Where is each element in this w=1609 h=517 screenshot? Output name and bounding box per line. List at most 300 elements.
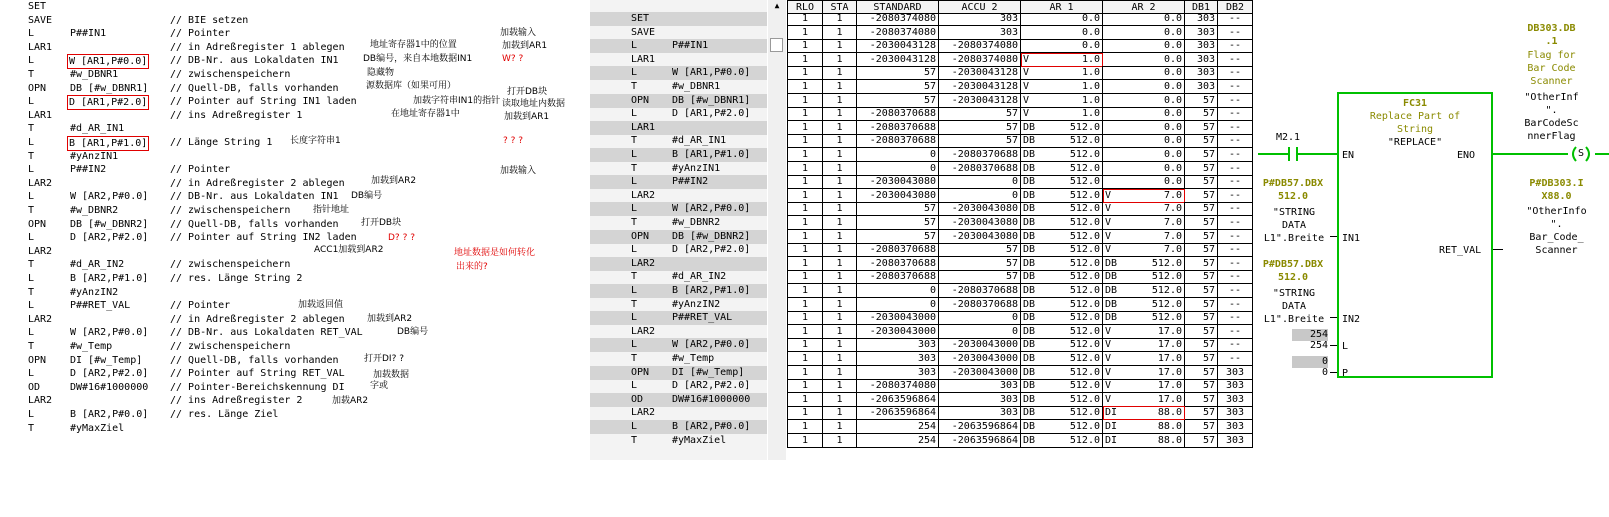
cell-value: 1: [801, 421, 809, 432]
stl-comment: // BIE setzen: [170, 14, 249, 26]
cell-value: 0.0: [1163, 81, 1182, 92]
status-code-row[interactable]: [590, 12, 767, 26]
cell-value: 303: [1225, 380, 1245, 392]
area-tag: V: [1023, 53, 1030, 65]
grid-cell: [939, 12, 1021, 26]
annotation-note: ? ? ?: [503, 136, 524, 146]
grid-cell: [939, 270, 1021, 284]
status-op: SAVE: [631, 26, 656, 38]
cell-value: 1: [836, 94, 843, 106]
grid-cell: [857, 270, 939, 284]
status-operand: B [AR1,P#1.0]: [672, 149, 751, 160]
grid-cell: [787, 121, 823, 135]
stl-op: LAR1: [28, 109, 53, 121]
grid-cell: [1185, 53, 1218, 67]
status-op: T: [631, 81, 638, 92]
cell-value: --: [1228, 244, 1242, 256]
grid-cell: [1218, 53, 1253, 67]
status-code-row[interactable]: [590, 80, 767, 94]
grid-cell: [1218, 420, 1253, 434]
grid-cell: [857, 284, 939, 298]
status-code-row[interactable]: [590, 202, 767, 216]
grid-cell: [939, 94, 1021, 108]
cell-value: 303: [1196, 81, 1215, 92]
stl-op: T: [28, 123, 35, 135]
grid-cell: [1103, 420, 1185, 434]
register-grid: [787, 0, 1255, 460]
grid-cell: [1185, 243, 1218, 257]
grid-row: [787, 366, 1253, 380]
in2-pointer[interactable]: P#DB57.DBX 512.0: [1262, 259, 1324, 283]
cell-value: -2030043080: [951, 203, 1018, 215]
cell-value: 0.0: [1081, 40, 1100, 52]
grid-cell: [823, 420, 857, 434]
status-code-row[interactable]: [590, 284, 767, 298]
grid-cell: [787, 94, 823, 108]
cell-value: 57: [1202, 244, 1215, 256]
grid-cell: [823, 80, 857, 94]
grid-cell: [1103, 12, 1185, 26]
area-tag: V: [1105, 230, 1112, 242]
cell-value: 0.0: [1081, 26, 1100, 38]
status-code-row[interactable]: [590, 162, 767, 176]
status-code-row[interactable]: [590, 243, 767, 257]
grid-cell: [857, 311, 939, 325]
stl-comment: // Pointer auf String IN2 laden: [170, 232, 357, 244]
cell-value: -2080370688: [869, 108, 936, 120]
grid-cell: [1103, 53, 1185, 67]
grid-cell: [857, 53, 939, 67]
stl-operand: P##IN2: [70, 164, 107, 176]
status-code-row[interactable]: [590, 338, 767, 352]
grid-cell: [857, 379, 939, 393]
cell-value: 57: [1202, 271, 1215, 283]
stl-op: LAR1: [28, 41, 53, 53]
grid-cell: [857, 175, 939, 189]
cell-value: 1: [801, 203, 809, 215]
scroll-up-arrow-icon[interactable]: ▲: [774, 1, 780, 10]
grid-row: [787, 338, 1253, 352]
grid-header-cell[interactable]: AR 1: [1021, 0, 1103, 14]
grid-cell: [1185, 393, 1218, 407]
grid-cell: [939, 243, 1021, 257]
area-tag: DB: [1023, 285, 1036, 296]
grid-cell: [1218, 66, 1253, 80]
grid-row: [787, 66, 1253, 80]
cell-value: 512.0: [1069, 203, 1100, 215]
stl-comment: // ins Adreßregister 2: [170, 395, 303, 407]
stl-operand: B [AR1,P#1.0]: [69, 138, 148, 149]
cell-value: -2030043128: [951, 67, 1018, 79]
cell-value: 1: [836, 203, 843, 215]
status-code-row[interactable]: [590, 148, 767, 162]
grid-cell: [823, 189, 857, 203]
grid-cell: [1185, 379, 1218, 393]
area-tag: DB: [1105, 285, 1118, 296]
area-tag: DI: [1105, 421, 1118, 432]
grid-cell: [1218, 284, 1253, 298]
cell-value: 88.0: [1157, 407, 1182, 419]
status-op: L: [631, 244, 638, 256]
grid-cell: [1185, 352, 1218, 366]
status-op: LAR2: [631, 407, 656, 419]
area-tag: DB: [1023, 244, 1036, 256]
status-code-row[interactable]: [590, 134, 767, 148]
coil-address[interactable]: DB303.DB .1: [1527, 23, 1576, 47]
grid-cell: [787, 393, 823, 407]
annotation-note: 加载输入: [500, 166, 537, 176]
area-tag: DB: [1105, 271, 1118, 283]
status-code-row[interactable]: [590, 393, 767, 407]
status-code-row[interactable]: [590, 379, 767, 393]
grid-header-cell[interactable]: DB2: [1218, 0, 1253, 14]
status-code-row[interactable]: [590, 270, 767, 284]
grid-cell: [1218, 107, 1253, 121]
cell-value: 512.0: [1069, 244, 1100, 256]
stl-comment: // Pointer: [170, 28, 231, 40]
cell-value: 1: [801, 108, 809, 120]
grid-cell: [1103, 26, 1185, 40]
cell-value: 1: [836, 230, 843, 242]
cell-value: 512.0: [1069, 393, 1100, 405]
grid-cell: [857, 434, 939, 448]
annotation-note: D? ? ?: [388, 233, 415, 243]
stl-operand: P##RET_VAL: [70, 300, 131, 312]
status-code-row[interactable]: [590, 352, 767, 366]
stl-comment: // res. Länge Ziel: [170, 409, 279, 420]
grid-cell: [1021, 189, 1103, 203]
grid-cell: [1103, 406, 1185, 420]
cell-value: 1: [836, 434, 843, 446]
grid-cell: [787, 352, 823, 366]
set-coil[interactable]: [1567, 146, 1595, 162]
grid-header-cell[interactable]: STANDARD: [857, 0, 939, 14]
status-operand: W [AR1,P#0.0]: [672, 67, 751, 79]
cell-value: 1: [801, 26, 809, 38]
retval-symbol[interactable]: "OtherInfo ". Bar_Code_ Scanner: [1526, 206, 1587, 256]
stl-comment: // ins Adreßregister 1: [170, 109, 303, 121]
cell-value: 17.0: [1157, 366, 1182, 378]
grid-row: [787, 26, 1253, 40]
grid-header-cell[interactable]: STA: [823, 0, 857, 14]
grid-cell: [857, 325, 939, 339]
grid-row: [787, 257, 1253, 271]
annotation-note: W? ?: [502, 54, 524, 64]
grid-cell: [857, 352, 939, 366]
cell-value: 1: [836, 312, 843, 324]
status-operand: #d_AR_IN2: [672, 271, 727, 283]
cell-value: --: [1228, 339, 1242, 351]
status-code-row[interactable]: [590, 325, 767, 339]
cell-value: --: [1228, 230, 1242, 242]
grid-header-cell[interactable]: RLO: [787, 0, 823, 14]
p-value[interactable]: 0: [1321, 367, 1328, 378]
grid-cell: [1218, 189, 1253, 203]
cell-value: -2080370688: [869, 135, 936, 147]
grid-cell: [939, 325, 1021, 339]
grid-cell: [1185, 189, 1218, 203]
grid-header-cell[interactable]: AR 2: [1103, 0, 1185, 14]
grid-row: [787, 148, 1253, 162]
grid-cell: [857, 243, 939, 257]
status-code-row[interactable]: [590, 175, 767, 189]
cell-value: 1: [801, 434, 809, 446]
cell-value: -2030043080: [869, 189, 936, 201]
p-status-value: 0: [1292, 356, 1328, 368]
status-operand: #w_DBNR2: [672, 217, 721, 228]
cell-value: -2080374080: [951, 53, 1018, 65]
cell-value: 1: [836, 353, 843, 364]
area-tag: DB: [1023, 257, 1036, 269]
grid-row: [787, 94, 1253, 108]
in1-wire: [1330, 236, 1337, 237]
grid-cell: [787, 420, 823, 434]
cell-value: --: [1228, 149, 1242, 160]
grid-row: [787, 284, 1253, 298]
stl-comment: // Pointer: [170, 164, 231, 176]
contact-left-bar[interactable]: [1288, 147, 1290, 161]
l-wire: [1330, 345, 1337, 346]
cell-value: 1: [836, 325, 843, 337]
grid-cell: [939, 148, 1021, 162]
grid-cell: [1021, 257, 1103, 271]
status-operand: DI [#w_Temp]: [672, 366, 745, 378]
cell-value: 1: [801, 366, 809, 378]
status-code-row[interactable]: [590, 121, 767, 135]
cell-value: -2030043000: [951, 366, 1018, 378]
grid-cell: [939, 66, 1021, 80]
annotation-note: ACC1加载到AR2: [314, 245, 384, 255]
status-code-row[interactable]: [590, 53, 767, 67]
annotation-note: 隐藏物: [367, 68, 395, 78]
stl-operand: #w_DBNR2: [70, 205, 119, 216]
status-operand: B [AR2,P#1.0]: [672, 285, 751, 296]
cell-value: --: [1228, 162, 1242, 174]
cell-value: -2080370688: [951, 149, 1018, 160]
stl-op: T: [28, 205, 35, 216]
cell-value: 1: [836, 257, 843, 269]
stl-operand: DI [#w_Temp]: [70, 354, 143, 366]
grid-cell: [1218, 230, 1253, 244]
grid-cell: [823, 175, 857, 189]
retval-pointer[interactable]: P#DB303.I X88.0: [1529, 178, 1584, 202]
grid-cell: [1021, 366, 1103, 380]
cell-value: -2080370688: [951, 285, 1018, 296]
cell-value: -2080370688: [869, 271, 936, 283]
grid-cell: [857, 162, 939, 176]
status-code-row[interactable]: [590, 434, 767, 448]
grid-cell: [1021, 284, 1103, 298]
stl-op: LAR2: [28, 313, 53, 325]
scroll-thumb[interactable]: [770, 38, 783, 52]
area-tag: DB: [1023, 393, 1036, 405]
status-code-row[interactable]: [590, 216, 767, 230]
pin-eno: ENO: [1457, 150, 1476, 161]
grid-cell: [1103, 148, 1185, 162]
in1-symbol[interactable]: "STRING DATA L1".Breite: [1263, 207, 1325, 244]
status-code-row[interactable]: [590, 94, 767, 108]
status-code-row[interactable]: [590, 420, 767, 434]
cell-value: 1: [801, 81, 809, 92]
grid-cell: [1021, 311, 1103, 325]
grid-cell: [823, 12, 857, 26]
cell-value: 7.0: [1163, 217, 1182, 228]
stl-op: T: [28, 69, 35, 80]
cell-value: 512.0: [1069, 434, 1100, 446]
fc-block[interactable]: [1337, 92, 1493, 378]
grid-cell: [857, 94, 939, 108]
cell-value: 57: [1202, 108, 1215, 120]
cell-value: 57: [1202, 121, 1215, 133]
grid-row: [787, 121, 1253, 135]
status-code-row[interactable]: [590, 311, 767, 325]
grid-cell: [939, 352, 1021, 366]
cell-value: -2030043000: [951, 353, 1018, 364]
grid-cell: [1103, 134, 1185, 148]
grid-cell: [787, 243, 823, 257]
annotation-note: 出来的?: [456, 262, 488, 272]
stl-op: OPN: [28, 354, 47, 366]
grid-cell: [1103, 230, 1185, 244]
status-operand: P##IN1: [672, 40, 709, 52]
cell-value: --: [1228, 53, 1242, 65]
grid-cell: [1218, 338, 1253, 352]
grid-cell: [1103, 189, 1185, 203]
cell-value: 0: [929, 298, 936, 310]
cell-value: 1: [836, 285, 843, 296]
grid-cell: [787, 366, 823, 380]
grid-cell: [787, 148, 823, 162]
status-code-row[interactable]: [590, 189, 767, 203]
stl-operand: W [AR2,P#0.0]: [70, 191, 149, 203]
grid-cell: [857, 134, 939, 148]
cell-value: 512.0: [1069, 121, 1100, 133]
grid-cell: [787, 39, 823, 53]
cell-value: -2080370688: [869, 121, 936, 133]
coil-symbol-name[interactable]: "OtherInf ". BarCodeSc nnerFlag: [1524, 92, 1579, 142]
grid-cell: [823, 270, 857, 284]
area-tag: V: [1023, 94, 1030, 106]
status-op: L: [631, 40, 638, 52]
cell-value: 17.0: [1157, 339, 1182, 351]
stl-op: T: [28, 422, 35, 434]
stl-op: L: [28, 273, 35, 284]
status-code-row[interactable]: [590, 107, 767, 121]
stl-operand: #d_AR_IN1: [70, 123, 125, 135]
cell-value: 1: [836, 189, 843, 201]
cell-value: 1: [836, 271, 843, 283]
grid-cell: [939, 107, 1021, 121]
status-code-row[interactable]: [590, 298, 767, 312]
cell-value: -2080374080: [869, 13, 936, 24]
status-operand: P##IN2: [672, 176, 709, 188]
cell-value: -2063596864: [951, 434, 1018, 446]
cell-value: 0.0: [1163, 149, 1182, 160]
status-code-row[interactable]: [590, 406, 767, 420]
cell-value: -2030043000: [869, 325, 936, 337]
cell-value: 1: [836, 13, 843, 24]
status-code-row[interactable]: [590, 230, 767, 244]
annotation-note: 读取地址内数据: [502, 99, 566, 109]
grid-cell: [857, 216, 939, 230]
status-code-row[interactable]: [590, 26, 767, 40]
grid-cell: [1185, 202, 1218, 216]
cell-value: 57: [1202, 393, 1215, 405]
status-code-row[interactable]: [590, 39, 767, 53]
cell-value: 303: [1196, 53, 1215, 65]
status-code-row[interactable]: [590, 257, 767, 271]
grid-cell: [787, 434, 823, 448]
grid-cell: [1103, 366, 1185, 380]
grid-cell: [1185, 80, 1218, 94]
grid-cell: [1103, 284, 1185, 298]
grid-cell: [1021, 216, 1103, 230]
cell-value: --: [1228, 298, 1242, 310]
area-tag: DB: [1023, 271, 1036, 283]
coil-comment: Flag for Bar Code Scanner: [1527, 50, 1576, 87]
area-tag: V: [1105, 189, 1112, 201]
grid-row: [787, 393, 1253, 407]
area-tag: DB: [1105, 298, 1118, 310]
grid-cell: [1185, 148, 1218, 162]
status-op: T: [631, 162, 638, 174]
grid-header-cell[interactable]: ACCU 2: [939, 0, 1021, 14]
cell-value: 1: [801, 339, 809, 351]
cell-value: 1: [801, 325, 809, 337]
cell-value: 512.0: [1069, 135, 1100, 147]
grid-cell: [1185, 284, 1218, 298]
status-code-row[interactable]: [590, 366, 767, 380]
cell-value: 1.0: [1081, 81, 1100, 92]
l-value[interactable]: 254: [1309, 340, 1328, 351]
grid-cell: [1218, 379, 1253, 393]
grid-cell: [1103, 216, 1185, 230]
cell-value: 303: [1225, 421, 1245, 432]
cell-value: 1: [836, 53, 843, 65]
cell-value: --: [1228, 13, 1242, 24]
grid-cell: [1218, 175, 1253, 189]
grid-cell: [1218, 202, 1253, 216]
cell-value: --: [1228, 135, 1242, 147]
grid-cell: [939, 202, 1021, 216]
area-tag: DB: [1023, 312, 1036, 324]
annotation-note: 加载到AR2: [371, 176, 417, 186]
grid-cell: [1021, 121, 1103, 135]
cell-value: -2080370688: [951, 162, 1018, 174]
cell-value: -2080370688: [951, 298, 1018, 310]
cell-value: 303: [999, 393, 1018, 405]
status-code-row[interactable]: [590, 66, 767, 80]
grid-cell: [1021, 243, 1103, 257]
p-wire: [1330, 372, 1337, 373]
in1-pointer[interactable]: P#DB57.DBX 512.0: [1262, 178, 1324, 202]
coil-letter: S: [1577, 148, 1585, 159]
cell-value: 512.0: [1069, 149, 1100, 160]
cell-value: 57: [1202, 230, 1215, 242]
area-tag: DB: [1023, 162, 1036, 174]
in2-symbol[interactable]: "STRING DATA L1".Breite: [1263, 288, 1325, 325]
cell-value: 512.0: [1069, 257, 1100, 269]
cell-value: -2063596864: [869, 407, 936, 419]
annotation-note: 打开DB块: [507, 87, 548, 97]
vertical-scrollbar[interactable]: [768, 0, 786, 460]
grid-header-cell[interactable]: DB1: [1185, 0, 1218, 14]
grid-cell: [1218, 366, 1253, 380]
grid-cell: [939, 298, 1021, 312]
grid-cell: [787, 230, 823, 244]
cell-value: --: [1228, 353, 1242, 364]
area-tag: DB: [1023, 325, 1036, 337]
